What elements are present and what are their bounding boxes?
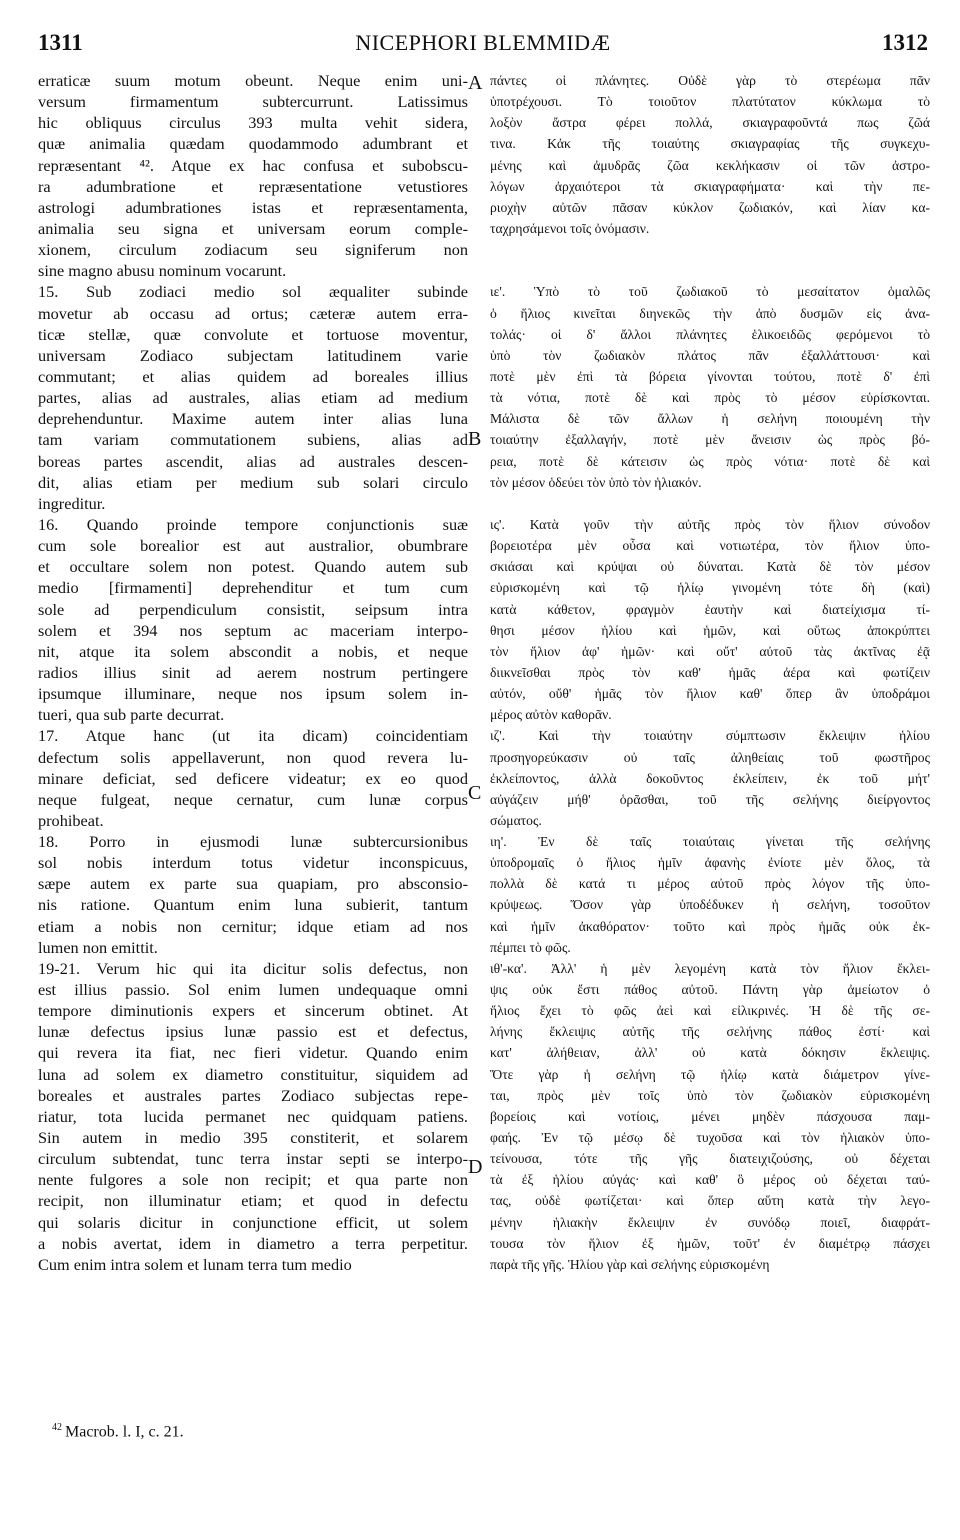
greek-line: κρύψεως. Ὅσον γὰρ ὑποδέδυκεν ἡ σελήνη, τοσοῦτον — [490, 897, 930, 913]
running-header — [38, 30, 928, 70]
latin-line: animalia seu signa et universam eorum comple- — [38, 218, 468, 238]
latin-line: et occultare solem non potest. Quando autem sub — [38, 557, 468, 577]
footnote-number: 42 — [52, 1422, 62, 1433]
greek-line: τείνουσα, τότε τῆς γῆς διατειχιζούσης, οὐ δέχεται — [490, 1151, 930, 1167]
latin-line: tueri, qua sub parte decurrat. — [38, 705, 225, 725]
latin-line: etiam a nobis non cernitur; idque etiam ad nos — [38, 916, 468, 936]
greek-line: τινα. Κἀκ τῆς τοιαύτης σκιαγραφίας τῆς συγκεχυ- — [490, 136, 930, 152]
latin-line: xionem, circulum zodiacum seu signiferum non — [38, 240, 468, 260]
greek-line: θησι μέσον ἡλίου καὶ ἡμῶν, καὶ οὕτως ἀποκρύπτει — [490, 622, 930, 638]
latin-line: sol nobis interdum totus videtur inconspicuus, — [38, 853, 468, 873]
section-marker-b: B — [468, 428, 482, 450]
greek-line: πάντες οἱ πλάνητες. Οὐδὲ γὰρ τὸ στερέωμα πᾶν — [490, 73, 930, 88]
latin-line: a nobis avertat, idem in diametro a terra perpetitur. — [38, 1233, 468, 1253]
greek-line: λόγων ἀρχαιότεροι τὰ σκιαγραφήματα· καὶ τὴν πε- — [490, 178, 930, 194]
latin-line: 17. Atque hanc (ut ita dicam) coincidentiam — [38, 726, 468, 746]
greek-line: λοξὸν ἄστρα φέρει πολλά, σκιαγραφοῦντά πως ζῶά — [490, 115, 930, 131]
latin-line: boreales et australes partes Zodiaco subjectas repe- — [38, 1085, 468, 1105]
greek-line: εὑρισκομένη καὶ τῷ ἡλίῳ γινομένη τότε δὴ (καὶ) — [490, 580, 930, 596]
latin-column — [38, 70, 468, 1275]
greek-line: μένης καὶ ἀμυδρᾶς ζῶα κεκλήκασιν οἱ τῶν ἀστρο- — [490, 157, 930, 173]
footnote — [52, 1422, 184, 1441]
greek-line: φαής. Ἐν τῷ μέσῳ δὲ τυχοῦσα καὶ τὸν ἡλιακὸν ὑπο- — [490, 1130, 930, 1146]
greek-line: σώματος. — [490, 812, 542, 828]
latin-line: partes, alias ad australes, alias etiam ad medium — [38, 388, 468, 408]
greek-line: τὸν μέσον ὁδεύει τὸν ὑπὸ τὸν ἡλιακόν. — [490, 474, 702, 490]
greek-line: ψις οὐκ ἔστι πάθος αὐτοῦ. Πάντη γὰρ ἀμείωτον ὁ — [490, 982, 930, 998]
latin-line: hic obliquus circulus 393 multa vehit sidera, — [38, 113, 468, 133]
greek-line: ὑπὸ τὸν ζωδιακὸν πλάτος πᾶν ἐξαλλάττουσι· καὶ — [490, 347, 930, 363]
greek-line: ἐκλείποντος, ἀλλὰ δοκοῦντος ἐκλείπειν, ἐκ τοῦ μήτ' — [490, 770, 930, 786]
footnote-text: Macrob. l. I, c. 21. — [65, 1423, 184, 1441]
greek-line: παρὰ τῆς γῆς. Ἡλίου γὰρ καὶ σελήνης εὑρισκομένη — [490, 1256, 770, 1272]
greek-line: ταχρησάμενοι τοῖς ὀνόμασιν. — [490, 220, 650, 236]
greek-line: λήνης ἔκλειψις αὐτῆς τῆς σελήνης πάθος ἐστί· καὶ — [490, 1024, 930, 1040]
greek-line: Μάλιστα δὲ τῶν ἄλλων ἡ σελήνη ποιουμένη τὴν — [490, 411, 930, 427]
latin-line: ingreditur. — [38, 493, 106, 513]
latin-line: neque fulgeat, neque cernatur, cum lunæ corpus — [38, 789, 468, 809]
greek-line: βορείοις καὶ νοτίοις, μένει μηδὲν πάσχουσα παμ- — [490, 1108, 930, 1124]
latin-line: nente fulgores a sole non recipit; et qua parte non — [38, 1170, 468, 1190]
greek-line: διικνεῖσθαι πρὸς τὸν καθ' ἡμᾶς ἀέρα καὶ φωτίζειν — [490, 664, 930, 680]
section-marker-a: A — [468, 72, 483, 94]
latin-line: versum firmamentum subtercurrunt. Latissimus — [38, 92, 468, 112]
latin-line: universam Zodiaco subjectam latitudinem varie — [38, 345, 468, 365]
latin-line: ra adumbratione et repræsentatione vetustiores — [38, 176, 468, 196]
latin-line: Cum enim intra solem et lunam terra tum medio — [38, 1254, 352, 1274]
greek-line: αὐγάζειν μήθ' ὁρᾶσθαι, τοῦ τῆς σελήνης διείργοντος — [490, 791, 930, 807]
latin-line: qui revera ita fiat, nec fieri videtur. Quando enim — [38, 1043, 468, 1063]
latin-line: quæ animalia quædam quodammodo adumbrant et — [38, 134, 468, 154]
latin-line: minare deficiat, sed deficere videatur; ex eo quod — [38, 768, 468, 788]
greek-line: ται, πρὸς μὲν τοῖς ὑπὸ τὸν ζωδιακὸν εὑρισκομένη — [490, 1087, 930, 1103]
left-page-number: 1311 — [38, 30, 83, 55]
greek-line: κατὰ κάθετον, φραγμὸν ἑαυτὴν καὶ διατείχισμα τί- — [490, 601, 930, 617]
latin-line: tempore diminutionis expers et sincerum obtinet. At — [38, 1001, 468, 1021]
greek-line: πολλὰ δὲ κατά τι μέρος αὐτοῦ πρὸς λόγον τῆς ὑπο- — [490, 876, 930, 892]
latin-line: ticæ stellæ, quæ convolute et tortuose moventur, — [38, 324, 468, 344]
greek-spacer — [490, 260, 930, 281]
latin-line: dit, alias etiam per medium sub solari circulo — [38, 472, 468, 492]
latin-line: prohibeat. — [38, 810, 104, 830]
greek-line: ις'. Κατὰ γοῦν τὴν αὐτῆς πρὸς τὸν ἥλιον σύνοδον — [490, 516, 930, 532]
greek-spacer — [490, 239, 930, 260]
greek-line: μέρος αὐτὸν καθορᾶν. — [490, 707, 612, 723]
greek-line: τὰ ἐξ ἡλίου αὐγάς· καὶ καθ' ὃ μέρος οὐ δέχεται ταύ- — [490, 1172, 930, 1188]
greek-line: ποτὲ μὲν ἐπὶ τὰ βόρεια γίνονται τούτου, ποτὲ δ' ἐπὶ — [490, 368, 930, 384]
latin-line: lunæ defectus ipsius lunæ passio est et defectus, — [38, 1022, 468, 1042]
greek-line: τὰ νότια, ποτὲ δὲ καὶ πρὸς τὸ μέσον εὑρίσκονται. — [490, 390, 930, 406]
right-page-number: 1312 — [882, 30, 928, 55]
greek-line: μένην ἡλιακὴν ἔκλειψιν ἐν συνόδῳ ποιεῖ, διαφράτ- — [490, 1214, 930, 1230]
latin-line: radios illius sinit ad aerem nostrum pertingere — [38, 662, 468, 682]
latin-line: sole ad perpendiculum consistit, seipsum intra — [38, 599, 468, 619]
latin-line: astrologi adumbrationes istas et repræsentamenta, — [38, 197, 468, 217]
latin-line: tam variam commutationem subiens, alias ad — [38, 430, 468, 450]
greek-line: βορειοτέρα μὲν οὖσα καὶ νοτιωτέρα, τὸν ἥλιον ὑπο- — [490, 538, 930, 554]
greek-line: ὑποτρέχουσι. Τὸ τοιοῦτον πλατύτατον κύκλωμα τὸ — [490, 94, 930, 110]
latin-line: recipit, non illuminatur etiam; et quod in defectu — [38, 1191, 468, 1211]
greek-line: σκιάσαι καὶ κρύψαι οὐ δύναται. Κατὰ δὲ τὸν μέσον — [490, 559, 930, 575]
latin-line: riatur, tota lucida permanet nec quidquam patiens. — [38, 1106, 468, 1126]
latin-line: defectum solis appellaverunt, non quod revera lu- — [38, 747, 468, 767]
latin-line: solem et 394 nos septum ac maceriam interpo- — [38, 620, 468, 640]
latin-line: sæpe autem ex parte sua quapiam, pro absconsio- — [38, 874, 468, 894]
latin-line: 18. Porro in ejusmodi lunæ subtercursionibus — [38, 832, 468, 852]
latin-line: 15. Sub zodiaci medio sol æqualiter subinde — [38, 282, 468, 302]
latin-line: boreas partes ascendit, alias ad australes descen- — [38, 451, 468, 471]
latin-line: erraticæ suum motum obeunt. Neque enim uni- — [38, 71, 468, 90]
latin-line: lumen non emittit. — [38, 937, 158, 957]
latin-line: cum sole borealior est aut australior, obumbrare — [38, 536, 468, 556]
greek-line: πέμπει τὸ φῶς. — [490, 939, 571, 955]
latin-line: sine magno abusu nominum vocarunt. — [38, 261, 287, 281]
section-marker-d: D — [468, 1156, 483, 1178]
greek-line: ιη'. Ἐν δὲ ταῖς τοιαύταις γίνεται τῆς σελήνης — [490, 834, 930, 850]
latin-line: Sin autem in medio 395 constiterit, et solarem — [38, 1128, 468, 1148]
greek-spacer — [490, 493, 930, 514]
latin-line: medio [firmamenti] deprehenditur et tum cum — [38, 578, 468, 598]
greek-line: ἥλιος ἔχει τὸ φῶς ἀεὶ καὶ εἰλικρινές. Ἡ δὲ τῆς σε- — [490, 1003, 930, 1019]
greek-column — [490, 70, 930, 1275]
running-title: NICEPHORI BLEMMIDÆ — [355, 30, 611, 55]
latin-line: nis ratione. Quantum enim luna subierit, tantum — [38, 895, 468, 915]
greek-line: ρεια, ποτὲ δὲ κάτεισιν ὡς πρὸς νότια· ποτὲ δὲ καὶ — [490, 453, 930, 469]
greek-line: κατ' ἀλήθειαν, ἀλλ' οὐ κατὰ δόκησιν ἔκλειψις. — [490, 1045, 930, 1061]
greek-line: Ὅτε γὰρ ἡ σελήνη τῷ ἡλίῳ κατὰ διάμετρον γίνε- — [490, 1066, 930, 1082]
greek-line: τας, οὐδὲ φωτίζεται· καὶ ὅπερ αὕτη κατὰ τὴν λεγο- — [490, 1193, 930, 1209]
greek-line: τὸν ἥλιον ἀφ' ἡμῶν· καὶ οὔτ' αὐτοῦ τὰς ἀκτῖνας ἐᾷ — [490, 643, 930, 659]
greek-line: καὶ ἡμῖν ἀκαθόρατον· τοῦτο καὶ πρὸς ἡμᾶς οὐκ ἐκ- — [490, 918, 930, 934]
greek-line: ιε'. Ὑπὸ τὸ τοῦ ζωδιακοῦ τὸ μεσαίτατον ὁμαλῶς — [490, 284, 930, 300]
latin-line: deprehenduntur. Maxime autem inter alias luna — [38, 409, 468, 429]
greek-line: ιζ'. Καὶ τὴν τοιαύτην σύμπτωσιν ἔκλειψιν ἡλίου — [490, 728, 930, 744]
greek-line: ὑποδρομαῖς ὁ ἥλιος ἡμῖν ἀφανὴς ἐνίοτε μὲν ὅλος, τὰ — [490, 855, 930, 871]
greek-line: τοιαύτην ἐξαλλαγήν, ποτὲ μὲν ἄνεισιν ὡς πρὸς βό- — [490, 432, 930, 448]
latin-line: movetur ab occasu ad ortus; cæteræ autem erra- — [38, 303, 468, 323]
greek-line: τολάς· οἱ δ' ἄλλοι πλάνητες ἑλικοειδῶς φερόμενοι τὸ — [490, 326, 930, 342]
section-marker-c: C — [468, 782, 482, 804]
latin-line: commutant; et alias quidem ad boreales illius — [38, 366, 468, 386]
latin-line: est illius passio. Sol enim lumen undequaque omni — [38, 980, 468, 1000]
greek-line: τουσα τὸν ἥλιον ἐξ ἡμῶν, τοῦτ' ἐν διαμέτρῳ πάσχει — [490, 1235, 930, 1251]
greek-line: ὁ ἥλιος κινεῖται διηνεκῶς τὴν ἀπὸ δυσμῶν εἰς ἀνα- — [490, 305, 930, 321]
greek-line: αὐτόν, οὔθ' ἡμᾶς τὸν ἥλιον καθ' ὅπερ ἂν ὑποδράμοι — [490, 686, 930, 702]
latin-line: nit, atque ita solem abscondit a nobis, et neque — [38, 641, 468, 661]
latin-line: repræsentant ⁴². Atque ex hac confusa et subobscu- — [38, 155, 468, 175]
latin-line: ipsumque illuminare, neque nos ipsum solem in- — [38, 684, 468, 704]
latin-line: circulum subtendat, tunc terra instar septi se interpo- — [38, 1149, 468, 1169]
greek-line: προσηγορεύκασιν οὐ ταῖς ἀληθείαις τοῦ φωστῆρος — [490, 749, 930, 765]
latin-line: qui solaris dicitur in conjunctione efficit, ut solem — [38, 1212, 468, 1232]
greek-line: ριοχὴν αὐτῶν πᾶσαν κύκλον ζωδιακόν, καὶ λίαν κα- — [490, 199, 930, 215]
latin-line: 19-21. Verum hic qui ita dicitur solis defectus, non — [38, 958, 468, 978]
latin-line: luna ad solem ex diametro constituitur, siquidem ad — [38, 1064, 468, 1084]
greek-line: ιθ'-κα'. Ἀλλ' ἡ μὲν λεγομένη κατὰ τὸν ἥλιον ἔκλει- — [490, 960, 930, 976]
latin-line: 16. Quando proinde tempore conjunctionis suæ — [38, 514, 468, 534]
